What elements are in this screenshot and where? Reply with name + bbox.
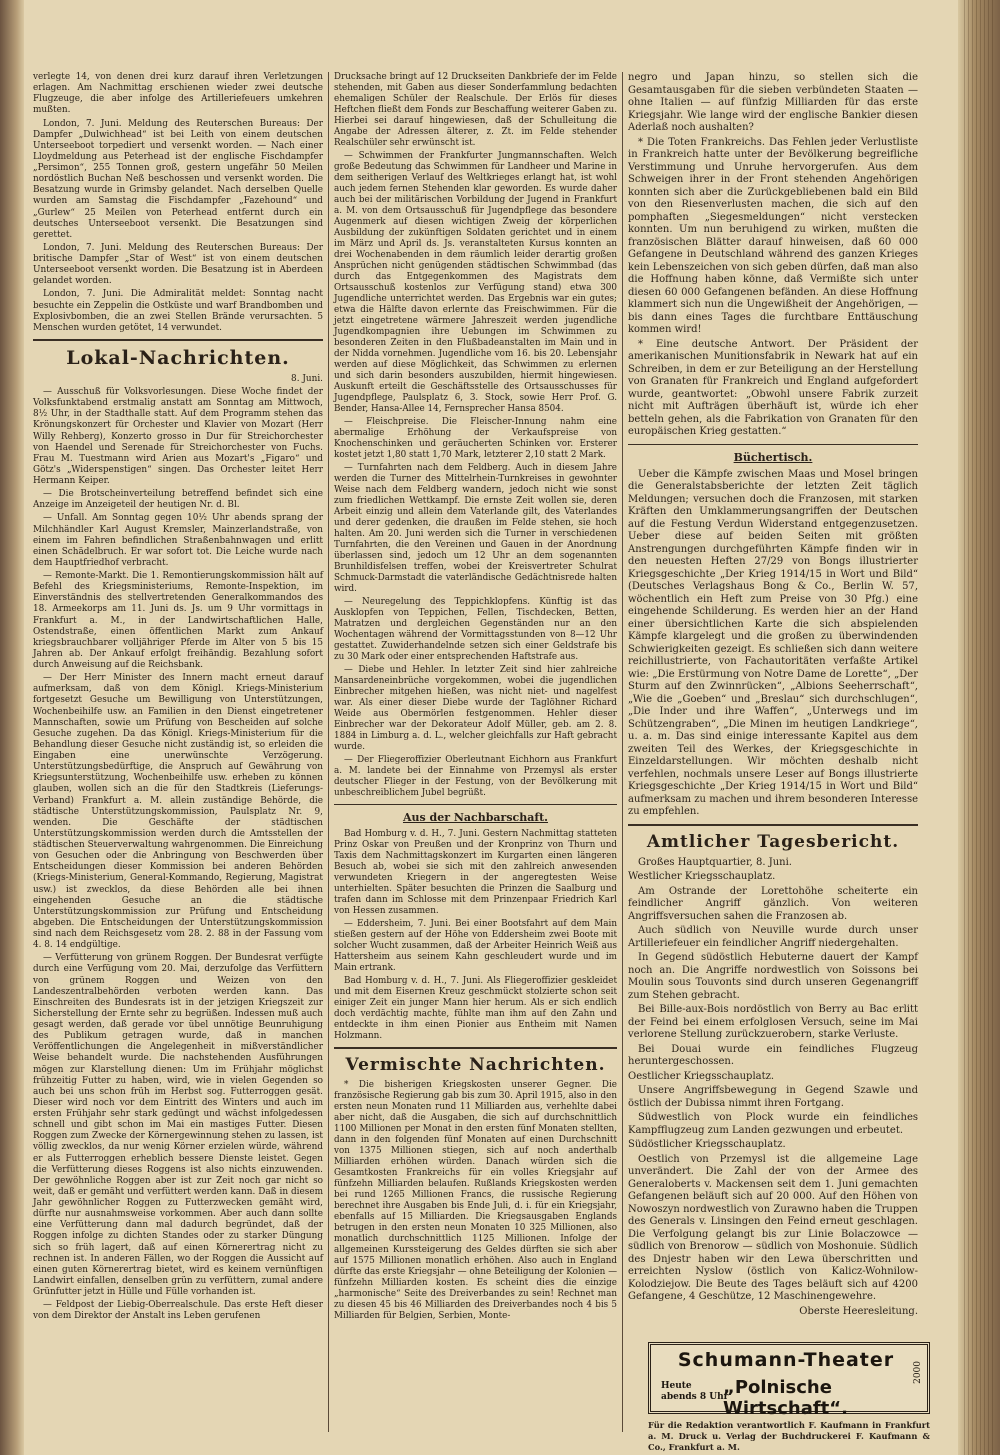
ad-abends: abends 8 Uhr	[661, 1392, 729, 1402]
article-paragraph: Südwestlich von Plock wurde ein feindliches Kampfflugzeug zum Landen gezwungen und erbeutet.	[628, 1112, 918, 1136]
section-divider	[33, 339, 323, 341]
article-paragraph: London, 7. Juni. Meldung des Reuterschen Bureaus: Der britische Dampfer „Star of West“ ist von einem deutschen Unterseeboot versenkt worden. Die Besatzung ist in Aberdeen gelandet worden.	[33, 242, 323, 287]
article-paragraph: * Die Toten Frankreichs. Das Fehlen jeder Verlustliste in Frankreich hatte unter der Bevölkerung begreifliche Verstimmung und Unruhe hervorgerufen. Aus dem Schweigen ihrer in der Front stehenden Angehörigen konnten sich aber die Zurückgebliebenen bald ein Bild von den Riesenverlusten machen, die sich auf den pomphaften „Siegesmeldungen“ nicht verstecken konnten. Um nun beruhigend zu wirken, mußten die französischen Blätter darauf hinweisen, daß 60 000 Gefangene in Deutschland während des ganzen Krieges kein Lebenszeichen von sich geben dürfen, daß man also die Hoffnung haben könne, daß Vermißte sich unter diesen 60 000 Gefangenen befänden. An diese Hoffnung klammert sich nun die Ungewißheit der Angehörigen, — bis dann eines Tages die furchtbare Enttäuschung kommen wird!	[628, 136, 918, 335]
article-paragraph: Drucksache bringt auf 12 Druckseiten Dankbriefe der im Felde stehenden, mit Gaben aus dieser Sonderfammlung bedachten ehemaligen Schüler der Realschule. Der Erlös für dieses Heftchen fließt dem Fonds zur Beschaffung weiterer Gaben zu. Hierbei sei darauf hingewiesen, daß der Schulleitung die Angabe der Adressen älterer, z. Zt. im Felde stehender Realschüler sehr erwünscht ist.	[334, 72, 617, 148]
article-paragraph: * Die bisherigen Kriegskosten unserer Gegner. Die französische Regierung gab bis zum 30. April 1915, also in den ersten neun Monaten rund 11 Milliarden aus, verhehlte dabei aber nicht, daß die Ausgaben, die sich auf durchschnittlich 1100 Millionen per Monat in den ersten fünf Monaten stellten, dann in den folgenden fünf Monaten auf einen Durchschnitt von 1375 Millionen stiegen, sich auf noch anderthalb Milliarden erhöhen würden. Danach würden sich die Gesamtkosten Frankreichs für ein volles Kriegsjahr auf fünfzehn Milliarden belaufen. Rußlands Kriegskosten werden bei rund 1265 Millionen Francs, die russische Regierung berechnet ihre Ausgaben bis Ende Juli, d. i. für ein Kriegsjahr, ebenfalls auf 15 Milliarden. Die Kriegsausgaben Englands betrugen in den ersten neun Monaten 10 325 Millionen, also monatlich durchschnittlich 1125 Millionen. Infolge der allgemeinen Kurssteigerung des Geldes dürften sie sich aber auf 1575 Millionen monatlich erhöhen. Also auch in England dürfte das erste Kriegsjahr — ohne Beteiligung der Kolonien — fünfzehn Milliarden kosten. Es scheint dies die einzige „harmonische“ Seite des Dreiverbandes zu sein! Rechnet man zu diesen 45 bis 46 Milliarden des Dreiverbandes noch 4 bis 5 Milliarden für Belgien, Serbien, Monte-	[334, 1080, 617, 1321]
article-paragraph: — Ausschuß für Volksvorlesungen. Diese Woche findet der Volksfunktabend erstmalig anstatt am Sonntag am Mittwoch, 8½ Uhr, in der Stadthalle statt. Auf dem Programm stehen das Krönungskonzert für Orchester und Klavier von Mozart (Herr Willy Rehberg), Konzerto grosso in Dur für Streichorchester von Haendel und Serenade für Streichorchester von Fuchs. Frau M. Tuestmann wird Arien aus Mozart's „Figaro“ und Götz's „Widerspenstigen“ singen. Das Orchester leitet Herr Hermann Keiper.	[33, 387, 323, 486]
imprint: Für die Redaktion verantwortlich F. Kaufmann in Frankfurt a. M. Druck u. Verlag der Buchdruckerei F. Kaufmann & Co., Frankfurt a. M.	[648, 1420, 930, 1452]
column-3	[628, 72, 918, 1320]
article-paragraph: verlegte 14, von denen drei kurz darauf ihren Verletzungen erlagen. Am Nachmittag erschienen wieder zwei deutsche Flugzeuge, die aber infolge des Artilleriefeuers umkehren mußten.	[33, 72, 323, 116]
article-paragraph: Oestlich von Przemysl ist die allgemeine Lage unverändert. Die Zahl der von der Armee des Generaloberts v. Mackensen seit dem 1. Juni gemachten Gefangenen beläuft sich auf 20 000. Auf den Höhen von Nowoszyn nordwestlich von Zurawno haben die Truppen des Generals v. Linsingen den Feind erneut geschlagen. Die Verfolgung gelangt bis zur Linie Bolaczowce — südlich von Brenorow — südlich von Moshonuie. Südlich des Dnjestr haben wir den Lewa überschritten und erreichten Nyslow (östlich von Kalicz-Wohnilow-Kolodziejow. Die Beute des Tages beläuft sich auf 4200 Gefangene, 4 Geschütze, 12 Maschinengewehre.	[628, 1153, 918, 1302]
column-2	[334, 72, 617, 1324]
report-subheading: Westlicher Kriegsschauplatz.	[628, 871, 776, 882]
article-paragraph: — Fleischpreise. Die Fleischer-Innung nahm eine abermalige Erhöhung der Verkaufspreise von Knochenschinken und geräucherten Schinken vor. Ersterer kostet jetzt 1,80 statt 1,70 Mark, letzterer 2,10 statt 2 Mark.	[334, 417, 617, 460]
section-divider	[334, 1047, 617, 1049]
section-divider	[628, 444, 918, 445]
article-paragraph: — Feldpost der Liebig-Oberrealschule. Das erste Heft dieser von dem Direktor der Anstalt ins Leben gerufenen	[33, 1300, 323, 1322]
section-date: 8. Juni.	[291, 373, 323, 384]
book-gutter	[0, 0, 24, 1455]
ad-time	[661, 1381, 728, 1403]
column-1	[33, 72, 323, 1324]
article-paragraph: — Neuregelung des Teppichklopfens. Künftig ist das Ausklopfen von Teppichen, Fellen, Tischdecken, Betten, Matratzen und dergleichen Gegenständen nur an den Wochentagen während der Vormittagsstunden von 8—12 Uhr gestattet. Zuwiderhandelnde setzen sich einer Geldstrafe bis zu 30 Mark oder einer entsprechenden Haftstrafe aus.	[334, 597, 617, 662]
article-paragraph: — Turnfahrten nach dem Feldberg. Auch in diesem Jahre werden die Turner des Mittelrhein-Turnkreises in gewohnter Weise nach dem Feldberg wandern, jedoch nicht wie sonst zum friedlichen Wettkampf. Die ernste Zeit wollen sie, deren Arbeit einzig und allein dem Vaterlande gilt, des Vaterlandes und derer gedenken, die draußen im Felde stehen, sie hoch halten. Am 20. Juni werden sich die Turner in verschiedenen Turnfahrten, die den Vereinen und Gauen in der Anordnung überlassen sind, jedoch um 12 Uhr an dem sogenannten Brunhildisfelsen treffen, wobei der Kreisvertreter Schulrat Schmuck-Darmstadt die vaterländische Gedächtnisrede halten wird.	[334, 463, 617, 594]
article-paragraph: Ueber die Kämpfe zwischen Maas und Mosel bringen die Generalstabsberichte der letzten Zeit täglich Meldungen; versuchen doch die Franzosen, mit starken Kräften den Umklammerungsangriffen der Deutschen auf die Festung Verdun Widerstand entgegenzusetzen. Ueber diese auf beiden Seiten mit größten Anstrengungen durchgeführten Kämpfe finden wir in den neuesten Heften 27/29 von Bongs illustrierter Kriegsgeschichte „Der Krieg 1914/15 in Wort und Bild“ (Deutsches Verlagshaus Bong & Co., Berlin W. 57, wöchentlich ein Heft zum Preise von 30 Pfg.) eine eingehende Schilderung. Es werden hier an der Hand einer übersichtlichen Karte die sich abspielenden Kämpfe klargelegt und die großen zu überwindenden Schwierigkeiten gezeigt. Es schließen sich dann weitere reichillustrierte, von Fachautoritäten verfaßte Artikel wie: „Die Erstürmung von Notre Dame de Lorette“, „Der Sturm auf den Zwinnrücken“, „Albions Seeherrschaft“, „Wie die „Goeben“ und „Breslau“ sich durchschlugen“, „Die Inder und ihre Waffen“, „Unterwegs und im Schützengraben“, „Die Minen im heutigen Landkriege“, u. a. m. Das sind einige interessante Kapitel aus dem zweiten Teil des Werkes, der Kriegsgeschichte in Einzeldarstellungen. Wir möchten deshalb nicht verfehlen, nochmals unsere Leser auf Bongs illustrierte Kriegsgeschichte „Der Krieg 1914/15 in Wort und Bild“ aufmerksam zu machen und ihrem besonderen Interesse zu empfehlen.	[628, 468, 918, 817]
report-subheading: Südöstlicher Kriegsschauplatz.	[628, 1139, 786, 1150]
column-rule	[622, 72, 623, 1432]
article-paragraph: Bei Bille-aux-Bois nordöstlich von Berry au Bac erlitt der Feind bei einem erfolglosen Versuch, seine im Mai verlorene Stellung zurückzuerobern, starke Verluste.	[628, 1004, 918, 1040]
section-title-nachbarschaft: Aus der Nachbarschaft.	[402, 811, 549, 824]
column-rule	[328, 72, 329, 1432]
theater-advertisement	[648, 1342, 930, 1419]
article-paragraph: — Der Fliegeroffizier Oberleutnant Eichhorn aus Frankfurt a. M. landete bei der Einnahme von Przemysl als erster deutscher Flieger in der Festung, von der Bevölkerung mit unbeschreiblichem Jubel begrüßt.	[334, 755, 617, 798]
article-paragraph: Bei Douai wurde ein feindliches Flugzeug heruntergeschossen.	[628, 1043, 918, 1067]
article-paragraph: London, 7. Juni. Meldung des Reuterschen Bureaus: Der Dampfer „Dulwichhead“ ist bei Leith von einem deutschen Unterseeboot torpediert und versenkt worden. — Nach einer Lloydmeldung aus Peterhead ist der englische Fischdampfer „Persimon“, 255 Tonnen groß, gestern ungefähr 50 Meilen nordöstlich Buchan Neß beschossen und versenkt worden. Die Besatzung wurde in Grimsby gelandet. Nach derselben Quelle wurden am Samstag die Fischdampfer „Fazehound“ und „Gurlew“ 25 Meilen von Peterhead entfernt durch ein deutsches Unterseeboot versenkt. Die Besatzungen sind gerettet.	[33, 118, 323, 240]
report-dateline: Großes Hauptquartier, 8. Juni.	[638, 856, 792, 868]
section-divider	[334, 804, 617, 805]
ad-number: 2000	[913, 1361, 923, 1384]
ad-show-title: „Polnische Wirtschaft“.	[723, 1377, 848, 1419]
section-divider	[628, 824, 918, 826]
article-paragraph: — Remonte-Markt. Die 1. Remontierungskommission hält auf Befehl des Kriegsministeriums, Remonte-Inspektion, im Einverständnis des stellvertretenden Generalkommandos des 18. Armeekorps am 11. Juni ds. Js. um 9 Uhr vormittags in Frankfurt a. M., in der Landwirtschaftlichen Halle, Ostendstraße, einen öffentlichen Markt zum Ankauf kriegsbrauchbarer volljähriger Pferde im Alter von 5 bis 15 Jahren ab. Der Ankauf erfolgt freihändig. Bezahlung sofort durch Anweisung auf die Reichsbank.	[33, 571, 323, 670]
ad-title: Schumann-Theater	[677, 1349, 895, 1371]
article-paragraph: negro und Japan hinzu, so stellen sich die Gesamtausgaben für die sieben verbündeten Staaten — ohne Italien — auf fünfzig Milliarden für das erste Kriegsjahr. Wie lange wird der englische Bankier diesen Aderlaß noch aushalten?	[628, 72, 918, 133]
section-title-buechertisch: Büchertisch.	[733, 450, 813, 464]
article-paragraph: — Die Brotscheinverteilung betreffend befindet sich eine Anzeige im Anzeigeteil der heutigen Nr. d. Bl.	[33, 489, 323, 511]
article-paragraph: Auch südlich von Neuville wurde durch unser Artilleriefeuer ein feindlicher Angriff niedergehalten.	[628, 925, 918, 949]
ad-heute: Heute	[661, 1381, 692, 1391]
article-paragraph: — Eddersheim, 7. Juni. Bei einer Bootsfahrt auf dem Main stießen gestern auf der Höhe von Eddersheim zwei Boote mit solcher Wucht zusammen, daß der Arbeiter Heinrich Weiß aus Hattersheim aus seinem Kahn geschleudert wurde und im Main ertrank.	[334, 919, 617, 973]
section-title-vermischte: Vermischte Nachrichten.	[345, 1055, 606, 1075]
report-subheading: Oestlicher Kriegsschauplatz.	[628, 1070, 775, 1082]
section-title-tagesbericht: Amtlicher Tagesbericht.	[646, 831, 900, 852]
page-edge-stack	[964, 0, 994, 1455]
article-paragraph: — Verfütterung von grünem Roggen. Der Bundesrat verfügte durch eine Verfügung vom 20. Mai, derzufolge das Verfüttern von grünem Roggen und Weizen von den Landeszentralbehörden verboten werden kann. Das Einschreiten des Bundesrats ist in der jetzigen Kriegszeit zur Sicherstellung der Ernte sehr zu begrüßen. Indessen muß auch gesagt werden, daß gerade vor übel unnötige Beunruhigung des Publikum getragen wurde, daß in manchen Veröffentlichungen die Angelegenheit in mißverständlicher Weise behandelt wurde. Die nachstehenden Ausführungen mögen zur Klarstellung dienen: Um im Frühjahr möglichst frühzeitig Futter zu haben, wird, wie in vielen Gegenden so auch bei uns schon früh im Herbst sog. Futterroggen gesät. Dieser wird noch vor dem Eintritt des Winters und auch im ersten Frühjahr sehr stark gedüngt und wächst infolgedessen schnell und gibt schon im Mai ein mastiges Futter. Diesen Roggen zum Zwecke der Körnergewinnung stehen zu lassen, ist völlig zwecklos, da nur wenig Körner erzielen würde, während er als Futterroggen erheblich bessere Dienste leistet. Gegen die Verfütterung dieses Roggens ist also nichts einzuwenden. Der gewöhnliche Roggen aber ist zur Zeit noch gar nicht so weit, daß er gemäht und verfüttert werden kann. Daß in diesem Jahr gewöhnlicher Roggen zu Futterzwecken gemäht wird, dürfte nur ausnahmsweise vorkommen. Aber auch dann sollte eine Verfütterung dann mal dadurch begründet, daß der Roggen infolge zu dichten Standes oder zu starker Düngung sich so früh lagert, daß auf einen Körnerertrag nicht zu rechnen ist. In anderen Fällen, wo der Roggen die Aussicht auf einen guten Körnerertrag bietet, wird es keinem vernünftigen Landwirt einfallen, denselben grün zu verfüttern, zumal andere Grünfutter jetzt in Hülle und Fülle vorhanden ist.	[33, 953, 323, 1297]
article-paragraph: — Schwimmen der Frankfurter Jungmannschaften. Welch große Bedeutung das Schwimmen für Landheer und Marine in dem seitherigen Verlauf des Weltkrieges erlangt hat, ist wohl auch jedem fernen Stehenden klar geworden. Es wurde daher auch bei der militärischen Vorbildung der Jugend in Frankfurt a. M. von dem Ortsausschuß für Jugendpflege das besondere Augenmerk auf diesen wichtigen Zweig der körperlichen Ausbildung der zukünftigen Soldaten gerichtet und in einem im März und April ds. Js. veranstalteten Kursus konnten an drei Wochenabenden in dem räumlich leider derartig großen Ansprüchen nicht genügenden städtischen Schwimmbad (das durch das Entgegenkommen des Magistrats dem Ortsausschuß kostenlos zur Verfügung stand) etwa 300 Jugendliche unterrichtet werden. Das Ergebnis war ein gutes; etwa die Hälfte davon erlernte das Freischwimmen. Für die jetzt eingetretene wärmere Jahreszeit werden jugendliche Jugendkompagnien ihre Uebungen im Schwimmen zu besonderen Zeiten in den Flußbadeanstalten im Main und in der Nidda vornehmen. Jugendliche vom 16. bis 20. Lebensjahr werden auf diese Möglichkeit, das Schwimmen zu erlernen und sich darin besonders auszubilden, hiermit hingewiesen. Auskunft erteilt die Geschäftsstelle des Ortsausschusses für Jugendpflege, Paulsplatz 6, 3. Stock, sowie Herr Prof. G. Bender, Hansa-Allee 14, Fernsprecher Hansa 8504.	[334, 151, 617, 414]
article-paragraph: — Der Herr Minister des Innern macht erneut darauf aufmerksam, daß von dem Königl. Kriegs-Ministerium fortgesetzt Gesuche um Bewilligung von Unterstützungen, Wochenbeihilfe usw. an Familien in den Dienst eingetretener Mannschaften, sowie um Prüfung von Bescheiden auf solche Gesuche zugehen. Da das Königl. Kriegs-Ministerium für die Behandlung dieser Gesuche nicht zuständig ist, so erleiden die Eingaben eine unerwünschte Verzögerung. Unterstützungsbedürftige, die Anspruch auf Gewährung von Kriegsunterstützung, Wochenbeihilfe usw. erheben zu können glauben, wollen sich an die für den Stadtkreis (Lieferungs-Verband) Frankfurt a. M. allein zuständige Behörde, die städtische Unterstützungskommission, Paulsplatz Nr. 9, wenden. Die Geschäfte der städtischen Unterstützungskommission werden durch die Amtsstellen der städtischen Steuerverwaltung wahrgenommen. Die Einreichung von Gesuchen oder die Anbringung von Beschwerden über Entscheidungen dieser Kommission bei anderen Behörden (Kriegs-Ministerium, General-Kommando, Regierung, Magistrat usw.) ist zwecklos, da diese Behörden alle bei ihnen eingehenden Gesuche an die städtische Unterstützungskommission zur Prüfung und Entscheidung abgeben. Die Entscheidungen der Unterstützungskommission sind nach dem Reichsgesetz vom 28. 2. 88 in der Fassung vom 4. 8. 14 endgültige.	[33, 673, 323, 951]
report-signature: Oberste Heeresleitung.	[799, 1305, 918, 1317]
article-paragraph: Unsere Angriffsbewegung in Gegend Szawle und östlich der Dubissa nimmt ihren Fortgang.	[628, 1085, 918, 1109]
article-paragraph: Am Ostrande der Lorettohöhe scheiterte ein feindlicher Angriff gänzlich. Von weiteren Angriffsversuchen sahen die Franzosen ab.	[628, 885, 918, 922]
article-paragraph: In Gegend südöstlich Hebuterne dauert der Kampf noch an. Die Angriffe nordwestlich von Soissons bei Moulin sous Touvonts sind durch unseren Gegenangriff zum Stehen gebracht.	[628, 952, 918, 1001]
article-paragraph: Bad Homburg v. d. H., 7. Juni. Gestern Nachmittag statteten Prinz Oskar von Preußen und der Kronprinz von Thurn und Taxis dem Nachmittagskonzert im Kurgarten einen längeren Besuch ab, wobei sie sich mit den zahlreich anwesenden verwundeten Kriegern in der angeregtesten Weise unterhielten. Später besuchten die Prinzen die Saalburg und trafen dann im Schlosse mit dem Prinzenpaar Friedrich Karl von Hessen zusammen.	[334, 829, 617, 916]
article-paragraph: — Diebe und Hehler. In letzter Zeit sind hier zahlreiche Mansardeneinbrüche vorgekommen, wobei die jugendlichen Einbrecher mitgehen hießen, was nicht niet- und nagelfest war. Als einer dieser Diebe wurde der Taglöhner Richard Weide aus Obermörlen festgenommen. Hehler dieser Einbrecher war der Dekorateur Adolf Müller, geb. am 2. 8. 1884 in Limburg a. d. L., welcher gleichfalls zur Haft gebracht wurde.	[334, 665, 617, 752]
article-paragraph: * Eine deutsche Antwort. Der Präsident der amerikanischen Munitionsfabrik in Newark hat auf ein Schreiben, in dem er zur Beteiligung an der Herstellung von Granaten für Frankreich und England aufgefordert wurde, geantwortet: „Obwohl unsere Fabrik zurzeit nicht mit Aufträgen überhäuft ist, würde ich eher betteln gehen, als die Fabrikation von Granaten für den europäischen Krieg gestatten.“	[628, 338, 918, 437]
section-title-lokal: Lokal-Nachrichten.	[66, 346, 290, 369]
article-paragraph: — Unfall. Am Sonntag gegen 10½ Uhr abends sprang der Milchhändler Karl August Kremsler, Mainzerlandstraße, von einem im Fahren befindlichen Straßenbahnwagen und erlitt einen Schädelbruch. Er war sofort tot. Die Leiche wurde nach dem Hauptfriedhof verbracht.	[33, 513, 323, 568]
article-paragraph: London, 7. Juni. Die Admiralität meldet: Sonntag nacht besuchte ein Zeppelin die Ostküste und warf Brandbomben und Explosivbomben, die an zwei Stellen Brände verursachten. 5 Menschen wurden getötet, 14 verwundet.	[33, 289, 323, 333]
article-paragraph: Bad Homburg v. d. H., 7. Juni. Als Fliegeroffizier geskleidet und mit dem Eisernen Kreuz geschmückt stolzierte schon seit einiger Zeit ein junger Mann hier herum. Als er sich endlich doch verdächtig machte, fühlte man ihm auf den Zahn und entdeckte in ihm einen Pionier aus Entheim mit Namen Holzmann.	[334, 976, 617, 1041]
